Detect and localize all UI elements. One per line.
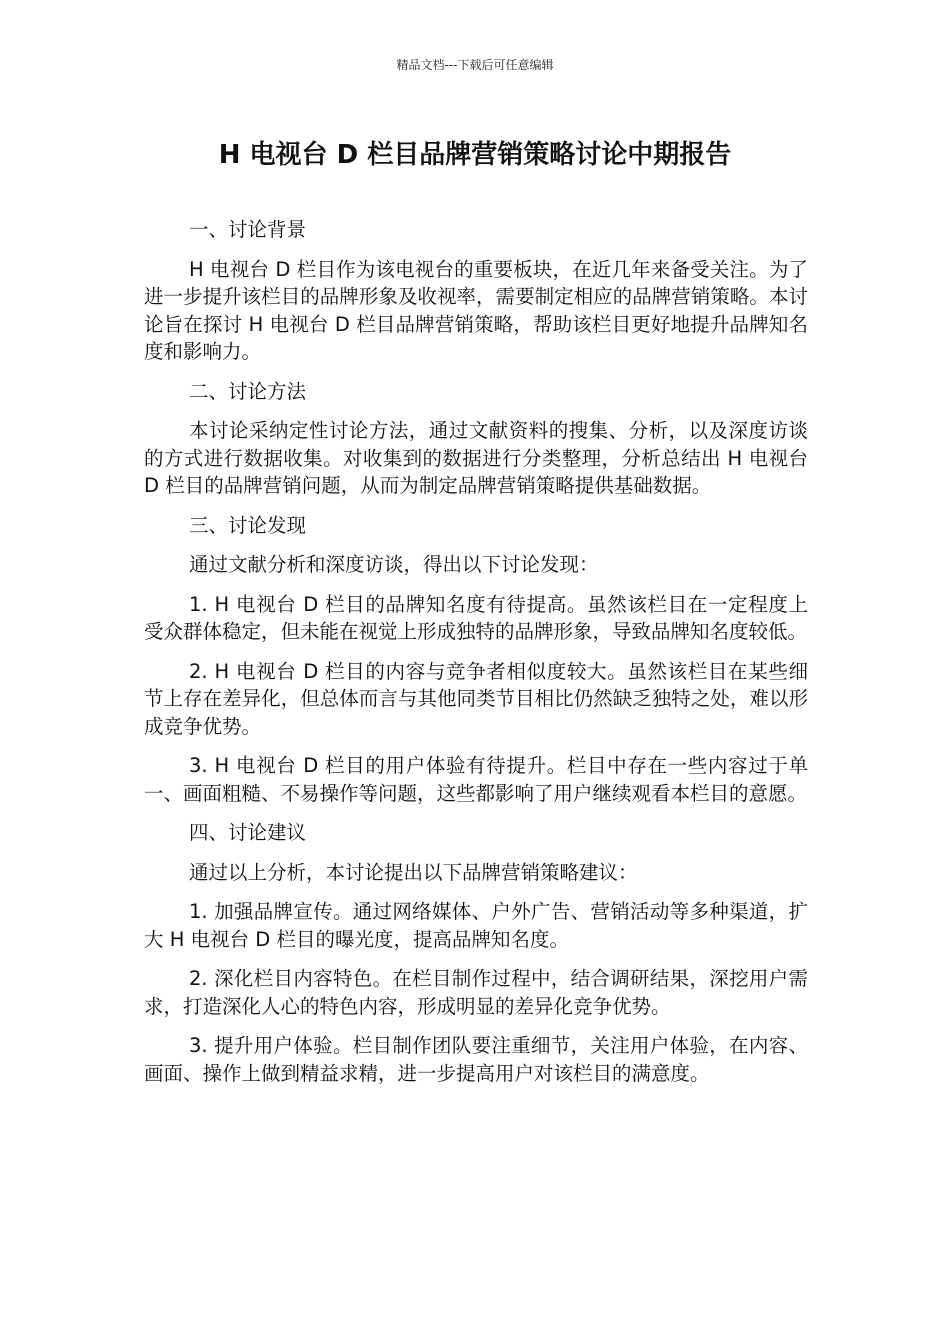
finding-item-1: 1. H 电视台 D 栏目的品牌知名度有待提高。虽然该栏目在一定程度上受众群体稳定，但未能在视觉上形成独特的品牌形象，导致品牌知名度较低。 xyxy=(144,592,808,643)
header-note: 精品文档---下载后可任意编辑 xyxy=(396,58,554,72)
document-title: H 电视台 D 栏目品牌营销策略讨论中期报告 xyxy=(218,140,732,170)
finding-item-2: 2. H 电视台 D 栏目的内容与竞争者相似度较大。虽然该栏目在某些细节上存在差异化，但总体而言与其他同类节目相比仍然缺乏独特之处，难以形成竞争优势。 xyxy=(144,659,808,738)
recommendation-item-3: 3. 提升用户体验。栏目制作团队要注重细节，关注用户体验，在内容、画面、操作上做到精益求精，进一步提高用户对该栏目的满意度。 xyxy=(144,1034,808,1085)
section-heading-background: 一、讨论背景 xyxy=(189,218,307,241)
section-heading-findings: 三、讨论发现 xyxy=(189,513,307,537)
section-heading-method: 二、讨论方法 xyxy=(189,379,307,403)
recommendation-item-1: 1. 加强品牌宣传。通过网络媒体、户外广告、营销活动等多种渠道，扩大 H 电视台 D 栏目的曝光度，提高品牌知名度。 xyxy=(144,900,808,951)
recommendation-item-2: 2. 深化栏目内容特色。在栏目制作过程中，结合调研结果，深挖用户需求，打造深化人心的特色内容，形成明显的差异化竞争优势。 xyxy=(144,967,808,1018)
paragraph: H 电视台 D 栏目作为该电视台的重要板块，在近几年来备受关注。为了进一步提升该栏目的品牌形象及收视率，需要制定相应的品牌营销策略。本讨论旨在探讨 H 电视台 D 栏目品牌营销策略，帮助该栏目更好地提升品牌知名度和影响力。 xyxy=(144,257,808,363)
document-body xyxy=(144,216,808,1099)
finding-item-3: 3. H 电视台 D 栏目的用户体验有待提升。栏目中存在一些内容过于单一、画面粗糙、不易操作等问题，这些都影响了用户继续观看本栏目的意愿。 xyxy=(144,754,808,805)
paragraph: 本讨论采纳定性讨论方法，通过文献资料的搜集、分析，以及深度访谈的方式进行数据收集。对收集到的数据进行分类整理，分析总结出 H 电视台 D 栏目的品牌营销问题，从而为制定品牌营销策略提供基础数据。 xyxy=(144,419,808,497)
section-heading-recommendations: 四、讨论建议 xyxy=(189,821,307,844)
paragraph: 通过以上分析，本讨论提出以下品牌营销策略建议： xyxy=(189,860,638,884)
paragraph: 通过文献分析和深度访谈，得出以下讨论发现： xyxy=(189,553,599,576)
